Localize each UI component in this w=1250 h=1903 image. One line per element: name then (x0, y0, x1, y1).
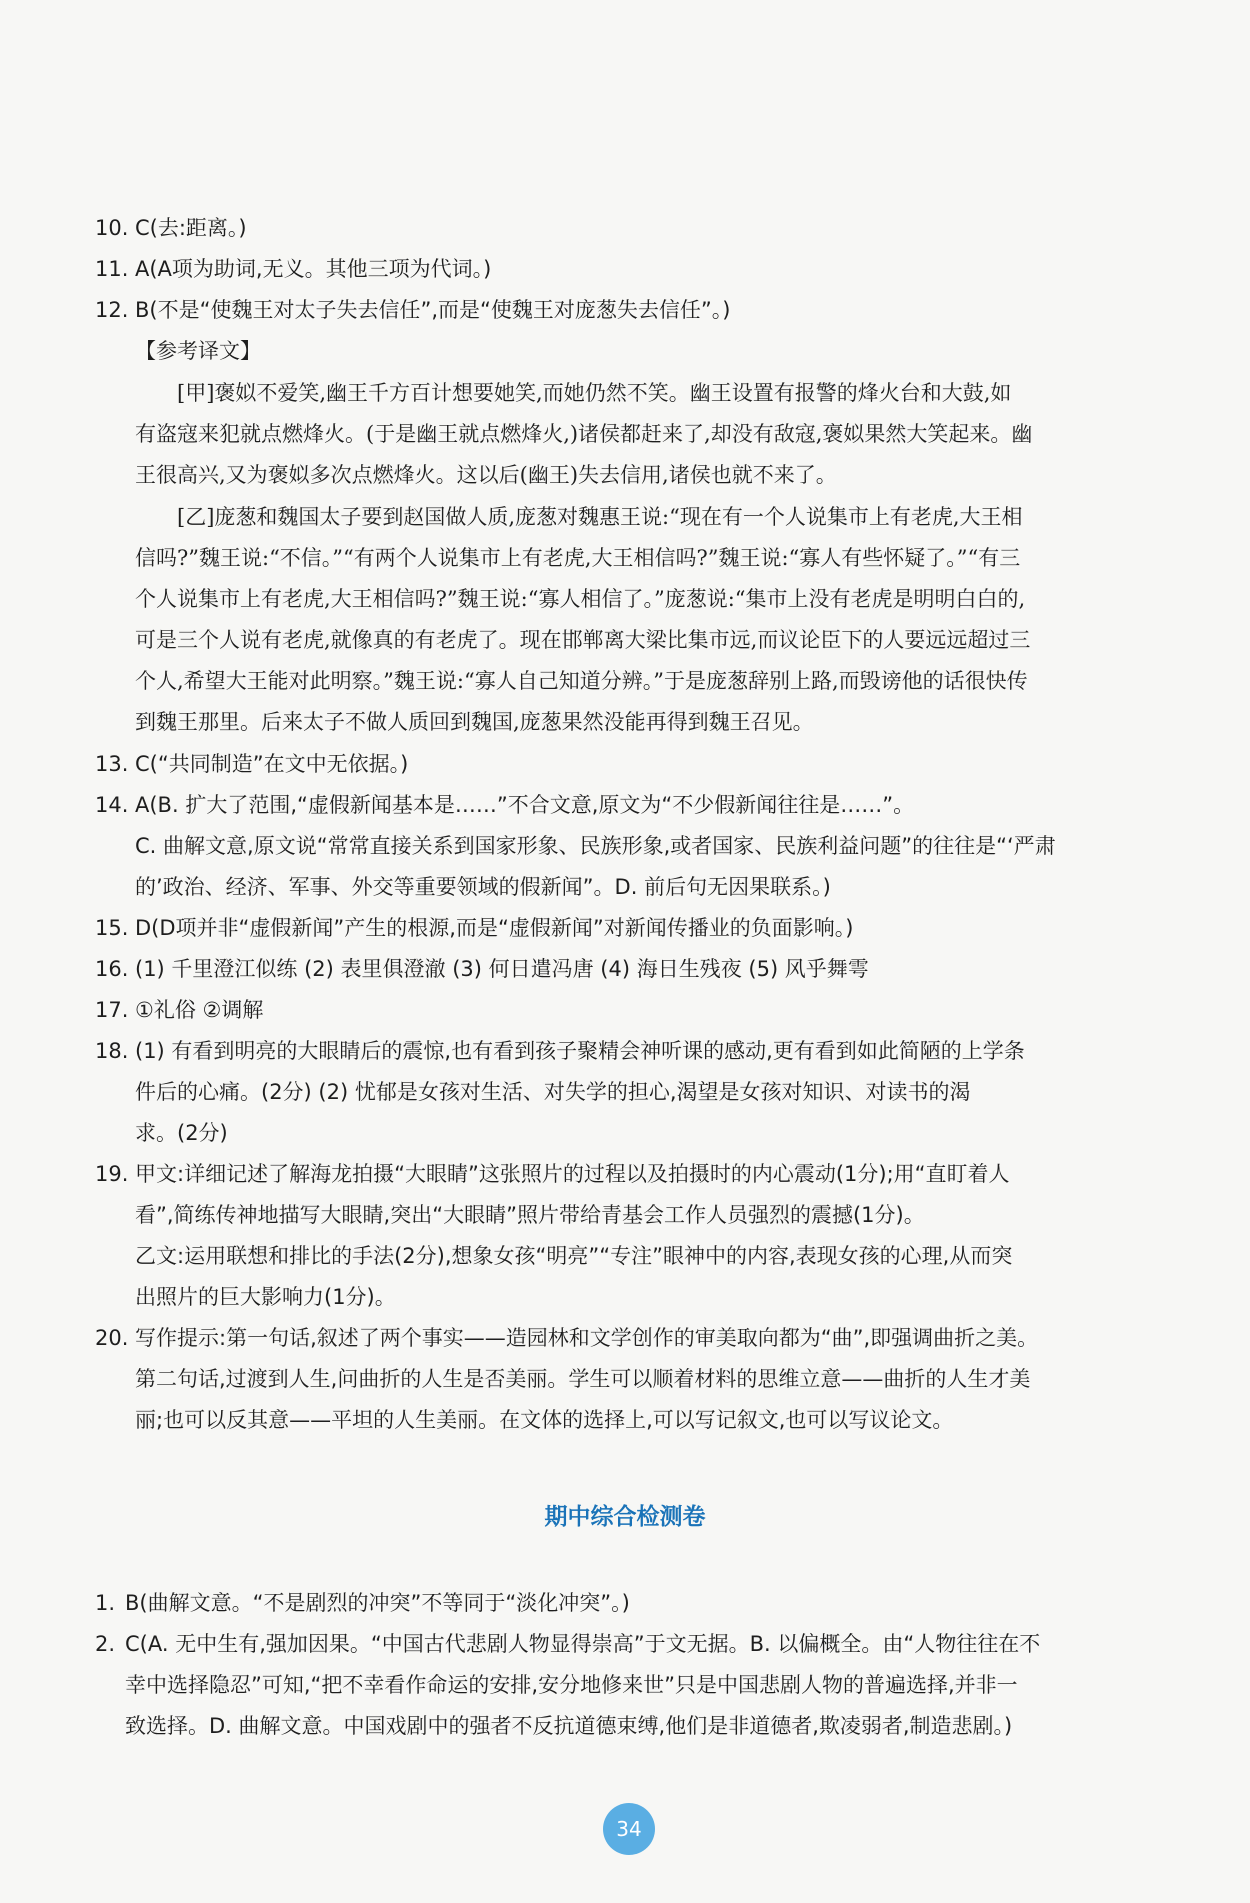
answer-20: 20. 写作提示:第一句话,叙述了两个事实——造园林和文学创作的审美取向都为“曲”,即强调曲折之美。 (95, 1326, 1039, 1350)
answer-10: 10. C(去:距离。) (95, 216, 247, 240)
answer-20-continued: 第二句话,过渡到人生,问曲折的人生是否美丽。学生可以顺着材料的思维立意——曲折的人生才美 (135, 1367, 1031, 1391)
answer-11: 11. A(A项为助词,无义。其他三项为代词。) (95, 257, 492, 281)
page-number-badge: 34 (603, 1803, 655, 1855)
answer-19: 19. 甲文:详细记述了解海龙拍摄“大眼睛”这张照片的过程以及拍摄时的内心震动(1分);用“直盯着人 (95, 1162, 1010, 1186)
answer-18-continued: 件后的心痛。(2分) (2) 忧郁是女孩对生活、对失学的担心,渴望是女孩对知识、对读书的渴 (135, 1080, 971, 1104)
translation-a-line: 王很高兴,又为褒姒多次点燃烽火。这以后(幽王)失去信用,诸侯也就不来了。 (135, 463, 837, 487)
midterm-answer-2-continued: 幸中选择隐忍”可知,“把不幸看作命运的安排,安分地修来世”只是中国悲剧人物的普遍选择,并非一 (125, 1673, 1018, 1697)
translation-a-line: 有盗寇来犯就点燃烽火。(于是幽王就点燃烽火,)诸侯都赶来了,却没有敌寇,褒姒果然大笑起来。幽 (135, 422, 1033, 446)
answer-18: 18. (1) 有看到明亮的大眼睛后的震惊,也有看到孩子聚精会神听课的感动,更有看到如此简陋的上学条 (95, 1039, 1025, 1063)
answer-19-continued: 看”,简练传神地描写大眼睛,突出“大眼睛”照片带给青基会工作人员强烈的震撼(1分)。 (135, 1203, 925, 1227)
translation-a-line: [甲]褒姒不爱笑,幽王千方百计想要她笑,而她仍然不笑。幽王设置有报警的烽火台和大鼓,如 (177, 381, 1012, 405)
translation-b-line: [乙]庞葱和魏国太子要到赵国做人质,庞葱对魏惠王说:“现在有一个人说集市上有老虎,大王相 (177, 505, 1023, 529)
midterm-answer-2: 2. C(A. 无中生有,强加因果。“中国古代悲剧人物显得崇高”于文无据。B. 以偏概全。由“人物往往在不 (95, 1632, 1041, 1656)
answer-18-continued: 求。(2分) (135, 1121, 228, 1145)
answer-14-continued: C. 曲解文意,原文说“常常直接关系到国家形象、民族形象,或者国家、民族利益问题”的往往是“‘严肃 (135, 834, 1056, 858)
translation-b-line: 信吗?”魏王说:“不信。”“有两个人说集市上有老虎,大王相信吗?”魏王说:“寡人有些怀疑了。”“有三 (135, 546, 1021, 570)
reference-translation-label: 【参考译文】 (135, 339, 261, 363)
answer-17: 17. ①礼俗 ②调解 (95, 998, 264, 1022)
answer-20-continued: 丽;也可以反其意——平坦的人生美丽。在文体的选择上,可以写记叙文,也可以写议论文。 (135, 1408, 954, 1432)
answer-14: 14. A(B. 扩大了范围,“虚假新闻基本是……”不合文意,原文为“不少假新闻往往是……”。 (95, 793, 915, 817)
answer-13: 13. C(“共同制造”在文中无依据。) (95, 752, 409, 776)
answer-16: 16. (1) 千里澄江似练 (2) 表里俱澄澈 (3) 何日遣冯唐 (4) 海日生残夜 (5) 风乎舞雩 (95, 957, 869, 981)
answer-19-continued: 出照片的巨大影响力(1分)。 (135, 1285, 396, 1309)
midterm-answer-2-continued: 致选择。D. 曲解文意。中国戏剧中的强者不反抗道德束缚,他们是非道德者,欺凌弱者,制造悲剧。) (125, 1714, 1013, 1738)
translation-b-line: 到魏王那里。后来太子不做人质回到魏国,庞葱果然没能再得到魏王召见。 (135, 710, 814, 734)
section-title: 期中综合检测卷 (544, 1504, 706, 1530)
answer-15: 15. D(D项并非“虚假新闻”产生的根源,而是“虚假新闻”对新闻传播业的负面影响。) (95, 916, 854, 940)
midterm-answer-1: 1. B(曲解文意。“不是剧烈的冲突”不等同于“淡化冲突”。) (95, 1591, 630, 1615)
answer-12: 12. B(不是“使魏王对太子失去信任”,而是“使魏王对庞葱失去信任”。) (95, 298, 731, 322)
translation-b-line: 可是三个人说有老虎,就像真的有老虎了。现在邯郸离大梁比集市远,而议论臣下的人要远远超过三 (135, 628, 1031, 652)
answer-19-continued: 乙文:运用联想和排比的手法(2分),想象女孩“明亮”“专注”眼神中的内容,表现女孩的心理,从而突 (135, 1244, 1013, 1268)
translation-b-line: 个人说集市上有老虎,大王相信吗?”魏王说:“寡人相信了。”庞葱说:“集市上没有老虎是明明白白的, (135, 587, 1026, 611)
answer-14-continued: 的’政治、经济、军事、外交等重要领域的假新闻”。D. 前后句无因果联系。) (135, 875, 831, 899)
translation-b-line: 个人,希望大王能对此明察。”魏王说:“寡人自己知道分辨。”于是庞葱辞别上路,而毁谤他的话很快传 (135, 669, 1028, 693)
